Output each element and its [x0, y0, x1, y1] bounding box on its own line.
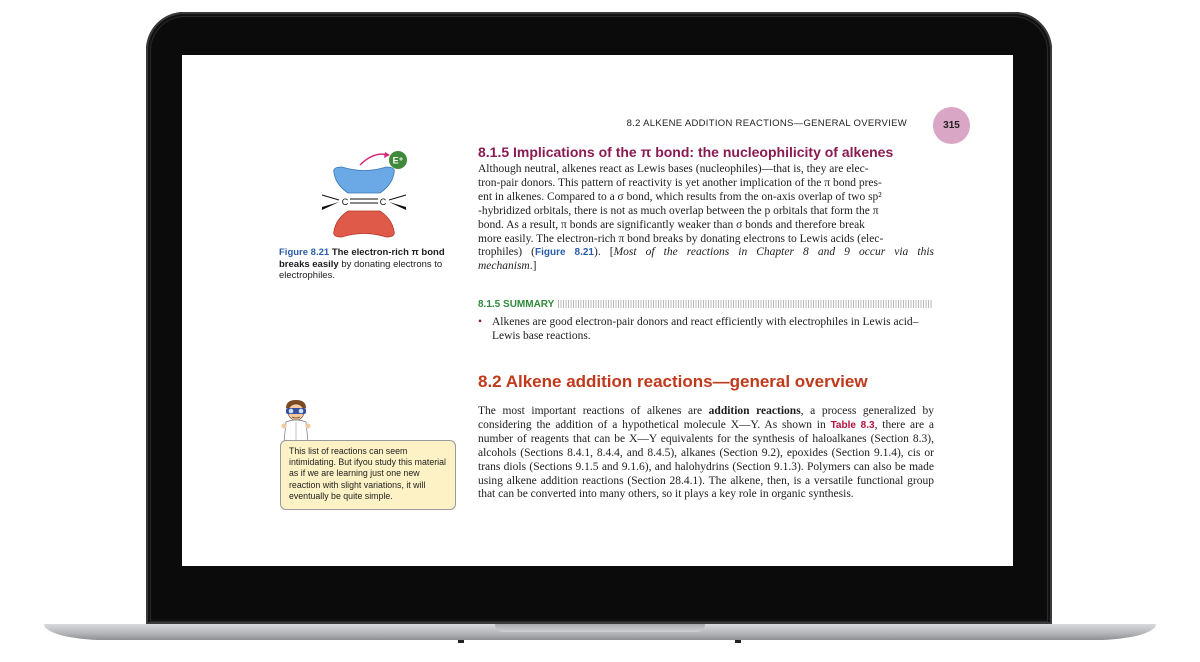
pi-lobe-bottom	[334, 211, 395, 237]
bold-term: addition reactions	[708, 405, 801, 417]
table-ref-link[interactable]: Table 8.3	[830, 419, 875, 431]
arrow-icon	[360, 154, 388, 165]
scientist-mascot-icon	[278, 398, 314, 444]
figure-caption-label: Figure 8.21	[279, 247, 330, 258]
summary-header	[478, 297, 933, 311]
section-8-1-5-paragraph	[478, 163, 934, 274]
para-text: trophiles) (	[478, 246, 535, 259]
figure-ref-link[interactable]: Figure 8.21	[534, 247, 594, 259]
carbon-left: C	[341, 197, 349, 207]
para-text: .]	[529, 260, 537, 273]
section-heading-8-1-5: 8.1.5 Implications of the π bond: the nucleophilicity of alkenes	[478, 144, 894, 160]
figure-caption	[279, 247, 459, 282]
para-text: ). [	[593, 246, 614, 259]
section-8-2-paragraph	[478, 405, 934, 502]
para-line: tron-pair donors. This pattern of reactivity is yet another implication of the π bond pres-	[478, 176, 882, 189]
screen	[182, 55, 1013, 566]
laptop-foot-right	[735, 640, 741, 643]
laptop-foot-left	[458, 640, 464, 643]
summary-item	[478, 315, 934, 343]
para-text: , a process generalized by considering the addition of a hypothetical molecule X—Y. As shown in	[478, 405, 934, 431]
running-head: 8.2 ALKENE ADDITION REACTIONS—GENERAL OVERVIEW	[626, 118, 907, 129]
summary-label: 8.1.5 SUMMARY	[478, 298, 555, 310]
para-line: ent in alkenes. Compared to a σ bond, which results from the on-axis overlap of two sp²	[478, 190, 882, 203]
electrophile-label: E⁺	[392, 155, 404, 166]
para-text: The most important reactions of alkenes are	[478, 405, 709, 417]
figure-caption-bold: The electron-rich π bond breaks easily	[279, 247, 445, 270]
carbon-right: C	[379, 197, 387, 207]
pi-lobe-top	[334, 167, 395, 193]
section-heading-8-2: 8.2 Alkene addition reactions—general overview	[478, 372, 868, 391]
page-number-badge: 315	[933, 107, 970, 144]
italic-note: Most of the reactions in Chapter 8 and 9 occur via this	[613, 246, 934, 259]
pi-bond-figure	[312, 145, 422, 240]
para-line: Although neutral, alkenes react as Lewis bases (nucleophiles)—that is, they are elec-	[478, 163, 869, 175]
figure-caption-rest: by donating electrons to electrophiles.	[279, 258, 443, 281]
summary-item-text: Alkenes are good electron-pair donors and react efficiently with electrophiles in Lewis acid–Lewis base reactions.	[492, 316, 919, 342]
para-line: bond. As a result, π bonds are significantly weaker than σ bonds and therefore break	[478, 218, 865, 231]
italic-note-end: mechanism	[478, 260, 530, 273]
bullet-icon: •	[478, 316, 483, 328]
para-text: , there are a number of reagents that can be X—Y equivalents for the synthesis of haloalkanes (Section 8.3), alcohols (Sections 8.4.1, 8.4.4, and 8.4.5), alkanes (Section 9.2), epoxides (Section 9.1.4), cis or trans diols (Sections 9.1.5 and 9.1.6), and halohydrins (Section 9.1.3). Polymers can also be made using alkene addition reactions (Section 28.4.1). The alkene, then, is a versatile functional group that can be converted into many others, so it plays a key role in organic synthesis.	[478, 418, 934, 501]
tip-box: This list of reactions can seem intimidating. But ifyou study this material as if we are learning just one new reaction with slight variations, it will eventually be quite simple.	[280, 440, 456, 510]
summary-rule	[558, 300, 933, 308]
para-line: -hybridized orbitals, there is not as much overlap between the p orbitals that form the π	[478, 204, 879, 217]
laptop-base-notch	[495, 624, 705, 632]
para-line: more easily. The electron-rich π bond breaks by donating electrons to Lewis acids (elec-	[478, 232, 884, 245]
